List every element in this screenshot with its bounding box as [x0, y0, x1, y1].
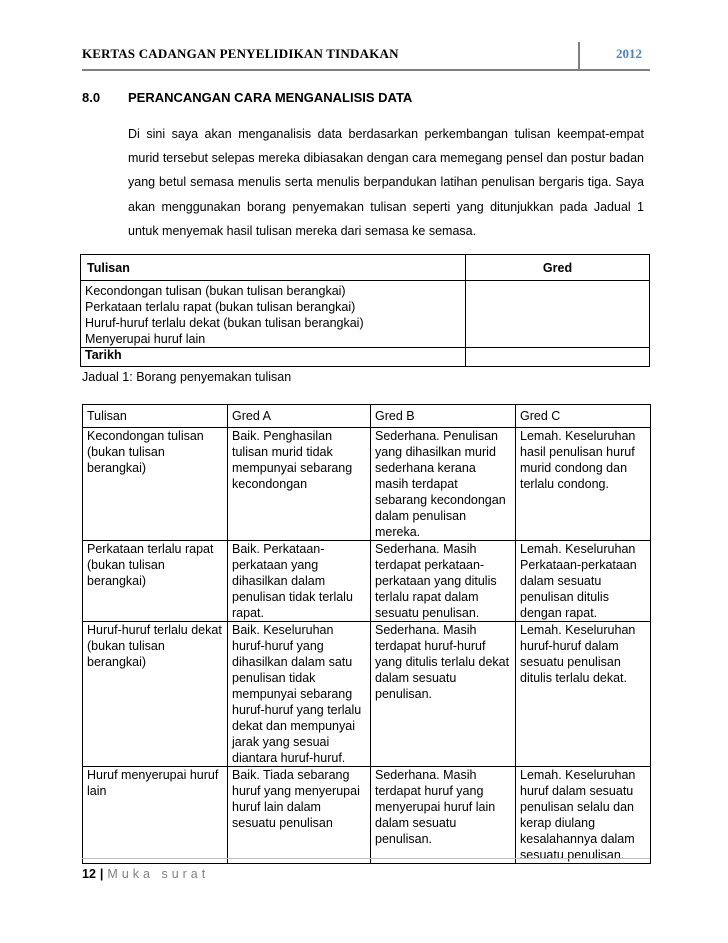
checklist-criteria-row	[81, 281, 650, 348]
tarikh-row	[81, 348, 650, 367]
grading-cell: Sederhana. Masih terdapat huruf yang menyerupai huruf lain dalam sesuatu penulisan.	[371, 767, 516, 864]
header-year: 2012	[616, 46, 642, 61]
grading-cell: Baik. Penghasilan tulisan murid tidak mempunyai sebarang kecondongan	[228, 428, 371, 541]
footer-label: Muka surat	[107, 867, 210, 881]
grading-cell: Lemah. Keseluruhan hasil penulisan huruf murid condong dan terlalu condong.	[516, 428, 651, 541]
page-footer	[82, 867, 209, 881]
grading-cell: Perkataan terlalu rapat (bukan tulisan berangkai)	[83, 541, 228, 622]
grading-cell: Baik. Perkataan-perkataan yang dihasilkan dalam penulisan tidak terlalu rapat.	[228, 541, 371, 622]
grading-header-cell: Gred A	[228, 405, 371, 428]
col-header-gred: Gred	[466, 255, 650, 281]
header-rule	[82, 69, 650, 71]
criteria-item: Kecondongan tulisan (bukan tulisan berangkai)	[85, 284, 346, 298]
grading-cell: Lemah. Keseluruhan Perkataan-perkataan dalam sesuatu penulisan ditulis dengan rapat.	[516, 541, 651, 622]
grading-cell: Huruf menyerupai huruf lain	[83, 767, 228, 864]
body-paragraph: Di sini saya akan menganalisis data berdasarkan perkembangan tulisan keempat-empat murid tersebut selepas mereka dibiasakan dengan cara memegang pensel dan postur badan yang betul semasa menulis serta menulis berpandukan latihan penulisan bergaris tiga. Saya akan menggunakan borang penyemakan tulisan seperti yang ditunjukkan pada Jadual 1 untuk menyemak hasil tulisan mereka dari semasa ke semasa.	[128, 127, 644, 238]
header-divider	[578, 42, 580, 69]
grading-header-cell: Gred B	[371, 405, 516, 428]
grading-cell: Sederhana. Penulisan yang dihasilkan murid sederhana kerana masih terdapat sebarang kecondongan dalam penulisan mereka.	[371, 428, 516, 541]
grading-cell: Sederhana. Masih terdapat perkataan-perkataan yang ditulis terlalu rapat dalam sesuatu penulisan.	[371, 541, 516, 622]
col-header-tulisan: Tulisan	[81, 255, 466, 281]
grading-row	[83, 767, 651, 864]
grading-header-cell: Gred C	[516, 405, 651, 428]
grading-row	[83, 428, 651, 541]
grading-row	[83, 622, 651, 767]
section-number: 8.0	[82, 90, 101, 105]
grading-cell: Kecondongan tulisan (bukan tulisan berangkai)	[83, 428, 228, 541]
section-title: PERANCANGAN CARA MENGANALISIS DATA	[128, 90, 413, 105]
tarikh-label: Tarikh	[81, 348, 466, 367]
grading-cell: Huruf-huruf terlalu dekat (bukan tulisan berangkai)	[83, 622, 228, 767]
footer-separator: |	[99, 867, 104, 881]
criteria-item: Menyerupai huruf lain	[85, 332, 206, 346]
grading-row	[83, 541, 651, 622]
grading-cell: Lemah. Keseluruhan huruf-huruf dalam sesuatu penulisan ditulis terlalu dekat.	[516, 622, 651, 767]
page-number: 12	[82, 867, 96, 881]
checklist-table	[80, 254, 650, 367]
grading-cell: Lemah. Keseluruhan huruf dalam sesuatu penulisan selalu dan kerap diulang kesalahannya dalam sesuatu penulisan.	[516, 767, 651, 864]
footer-rule	[82, 858, 650, 859]
page-header	[82, 42, 650, 76]
grading-cell: Sederhana. Masih terdapat huruf-huruf yang ditulis terlalu dekat dalam sesuatu penulisan.	[371, 622, 516, 767]
criteria-item: Huruf-huruf terlalu dekat (bukan tulisan berangkai)	[85, 316, 364, 330]
grading-cell: Baik. Tiada sebarang huruf yang menyerupai huruf lain dalam sesuatu penulisan	[228, 767, 371, 864]
checklist-header-row	[81, 255, 650, 281]
grading-header-row	[83, 405, 651, 428]
table1-caption: Jadual 1: Borang penyemakan tulisan	[82, 370, 292, 384]
tarikh-value	[466, 348, 650, 367]
grading-header-cell: Tulisan	[83, 405, 228, 428]
grading-cell: Baik. Keseluruhan huruf-huruf yang dihasilkan dalam satu penulisan tidak mempunyai sebarang huruf-huruf yang terlalu dekat dan mempunyai jarak yang sesuai diantara huruf-huruf.	[228, 622, 371, 767]
criteria-cell	[81, 281, 466, 348]
criteria-item: Perkataan terlalu rapat (bukan tulisan berangkai)	[85, 300, 356, 314]
gred-cell	[466, 281, 650, 348]
grading-table	[82, 404, 651, 864]
header-title: KERTAS CADANGAN PENYELIDIKAN TINDAKAN	[82, 46, 399, 61]
